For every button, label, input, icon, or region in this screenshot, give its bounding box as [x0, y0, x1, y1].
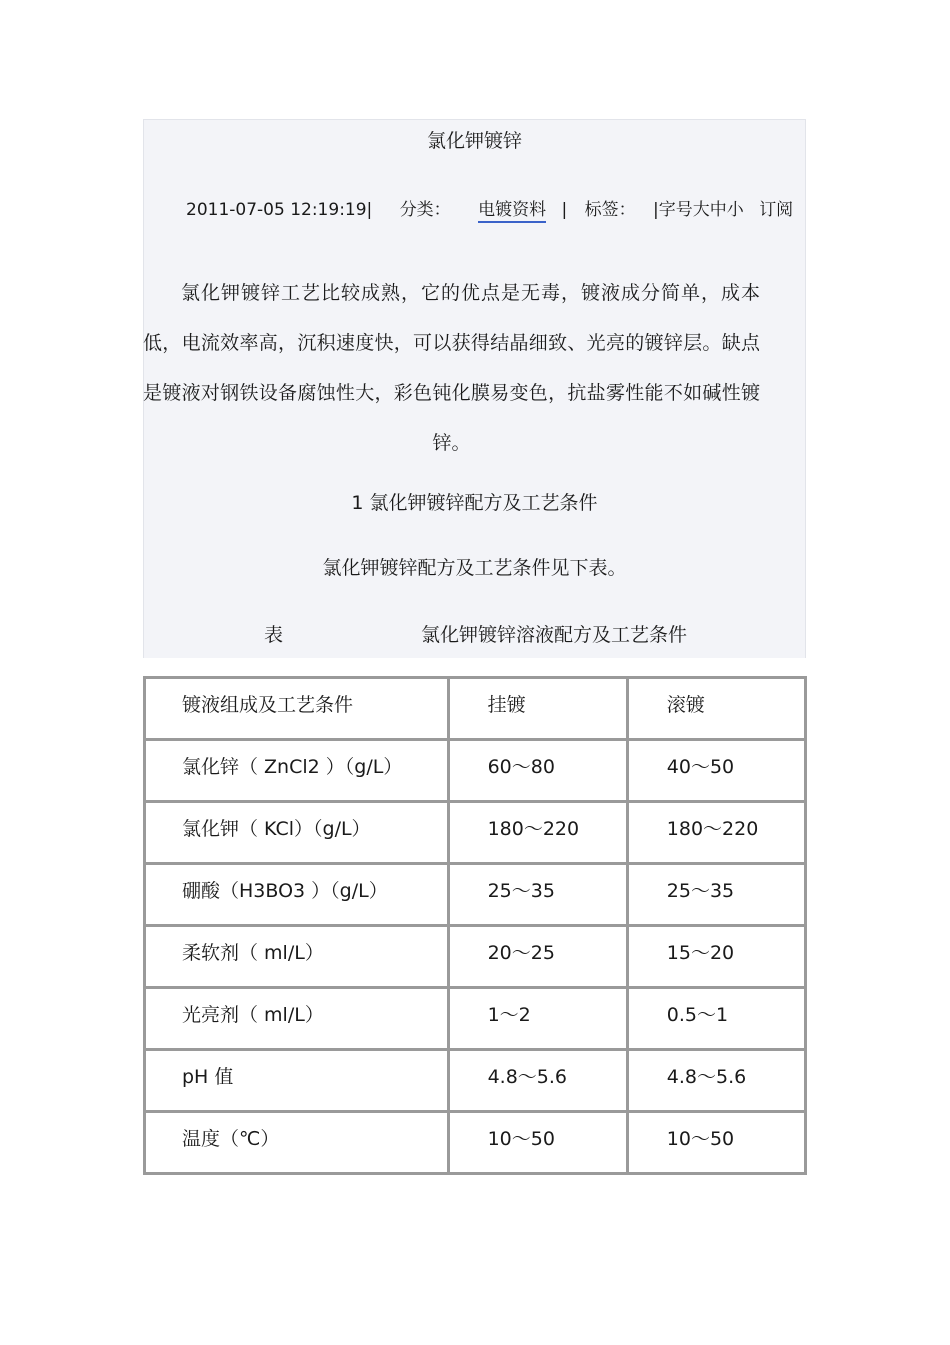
formula-table	[143, 676, 807, 1175]
table-cell: 温度（℃）	[182, 1128, 280, 1150]
table-cell: 180～220	[487, 818, 580, 840]
table-row	[145, 802, 806, 864]
tags-label: 标签：	[584, 200, 636, 220]
article-title: 氯化钾镀锌	[426, 130, 522, 152]
table-cell: 10～50	[487, 1128, 555, 1150]
header-cell: 挂镀	[487, 694, 526, 716]
table-cell: 25～35	[487, 880, 555, 902]
table-caption-prefix: 表	[264, 624, 284, 646]
table-row	[145, 1112, 806, 1174]
table-row	[145, 1050, 806, 1112]
table-cell: 光亮剂（ ml/L）	[182, 1004, 324, 1026]
table-row	[145, 988, 806, 1050]
table-cell: 180～220	[666, 818, 759, 840]
section-text: 氯化钾镀锌配方及工艺条件见下表。	[322, 557, 627, 579]
table-row	[145, 864, 806, 926]
table-caption: 氯化钾镀锌溶液配方及工艺条件	[421, 624, 688, 646]
article-meta	[186, 197, 793, 223]
header-cell: 镀液组成及工艺条件	[182, 694, 354, 716]
table-cell: 10～50	[666, 1128, 735, 1150]
table-cell: 4.8～5.6	[666, 1066, 747, 1088]
table-cell: 1～2	[487, 1004, 531, 1026]
post-datetime: 2011-07-05 12:19:19|	[186, 200, 373, 220]
table-cell: 氯化钾（ KCl）（g/L）	[182, 818, 371, 840]
table-row	[145, 740, 806, 802]
meta-separator: |	[561, 200, 568, 220]
table-cell: 4.8～5.6	[487, 1066, 568, 1088]
table-cell: 15～20	[666, 942, 735, 964]
table-cell: pH 值	[182, 1066, 234, 1088]
subscribe-link[interactable]: 订阅	[759, 200, 794, 220]
intro-text: 氯化钾镀锌工艺比较成熟，它的优点是无毒，镀液成分简单，成本低，电流效率高，沉积速度快，可以获得结晶细致、光亮的镀锌层。缺点是镀液对钢铁设备腐蚀性大，彩色钝化膜易变色，抗盐雾性能不如碱性镀锌。	[143, 282, 760, 454]
intro-paragraph	[143, 268, 760, 468]
category-label: 分类：	[399, 200, 451, 220]
table-header-row	[145, 678, 806, 740]
table-cell: 40～50	[666, 756, 735, 778]
category-link[interactable]: 电镀资料	[478, 200, 546, 223]
table-cell: 0.5～1	[666, 1004, 729, 1026]
table-cell: 柔软剂（ ml/L）	[182, 942, 324, 964]
section-heading: 1 氯化钾镀锌配方及工艺条件	[351, 492, 598, 514]
font-size-selector[interactable]: |字号大中小	[653, 200, 744, 220]
table-cell: 氯化锌（ ZnCl2 ）（g/L）	[182, 756, 403, 778]
table-cell: 20～25	[487, 942, 555, 964]
table-cell: 25～35	[666, 880, 735, 902]
table-cell: 60～80	[487, 756, 555, 778]
table-row	[145, 926, 806, 988]
header-cell: 滚镀	[666, 694, 705, 716]
table-cell: 硼酸（H3BO3 ）（g/L）	[182, 880, 388, 902]
